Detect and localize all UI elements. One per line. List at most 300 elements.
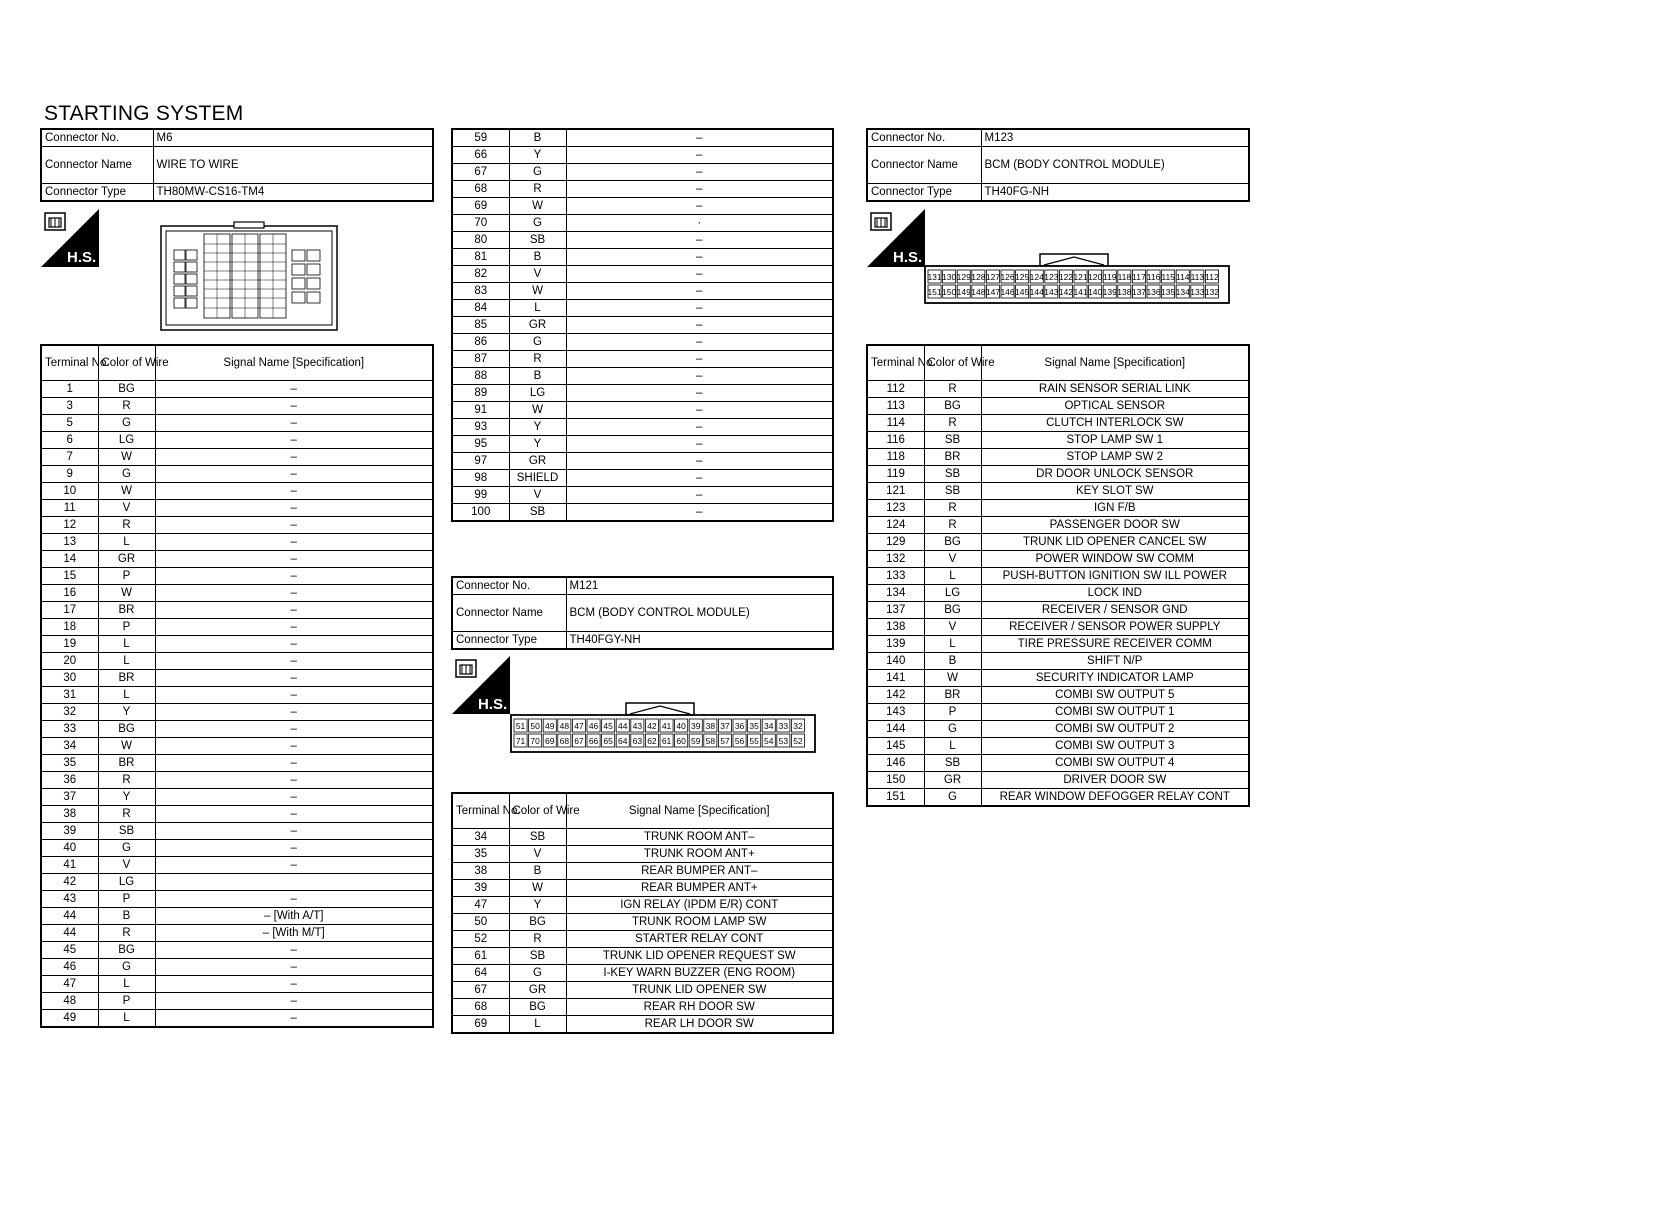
- terminal-no-header: Terminal No.: [41, 345, 98, 381]
- harness-side-icon: [41, 209, 99, 267]
- table-row: [452, 215, 833, 232]
- wire-color-cell: L: [98, 653, 155, 670]
- table-row: [452, 198, 833, 215]
- wire-color-cell: R: [509, 351, 566, 368]
- table-row: [867, 738, 1249, 755]
- terminal-no-cell: 113: [867, 398, 924, 415]
- signal-name-cell: –: [155, 500, 433, 517]
- table-row: [41, 823, 433, 840]
- terminal-no-cell: 64: [452, 965, 509, 982]
- signal-name-cell: DR DOOR UNLOCK SENSOR: [981, 466, 1249, 483]
- terminal-no-cell: 97: [452, 453, 509, 470]
- pin-number: 131: [927, 272, 942, 282]
- signal-name-cell: –: [155, 449, 433, 466]
- terminal-no-cell: 89: [452, 385, 509, 402]
- pin-number: 41: [661, 721, 672, 731]
- wire-color-cell: R: [509, 181, 566, 198]
- table-row: [867, 670, 1249, 687]
- signal-name-cell: –: [566, 368, 833, 385]
- pin-number: 51: [515, 721, 526, 731]
- table-row: [452, 965, 833, 982]
- table-row: [867, 585, 1249, 602]
- pin-number: 130: [942, 272, 957, 282]
- terminal-no-cell: 150: [867, 772, 924, 789]
- signal-name-cell: –: [566, 385, 833, 402]
- signal-name-cell: –: [155, 1010, 433, 1028]
- signal-name-cell: –: [155, 670, 433, 687]
- pin-number: 150: [942, 287, 957, 297]
- hs-badge-text: H.S.: [478, 696, 508, 713]
- pin-number: 147: [985, 287, 1001, 297]
- signal-name-cell: –: [155, 806, 433, 823]
- table-row: [41, 670, 433, 687]
- pin-number: 48: [559, 721, 570, 731]
- table-row: [452, 453, 833, 470]
- pin-number: 37: [720, 721, 730, 731]
- table-row: [41, 687, 433, 704]
- wire-color-cell: V: [924, 619, 981, 636]
- terminal-no-cell: 144: [867, 721, 924, 738]
- wire-color-cell: V: [509, 487, 566, 504]
- wire-color-cell: LG: [509, 385, 566, 402]
- signal-name-cell: – [With A/T]: [155, 908, 433, 925]
- connector-no-label: Connector No.: [41, 129, 153, 147]
- pin-number: 53: [778, 736, 789, 746]
- wire-color-cell: G: [509, 215, 566, 232]
- wire-color-cell: L: [924, 636, 981, 653]
- signal-name-cell: PASSENGER DOOR SW: [981, 517, 1249, 534]
- terminal-no-cell: 69: [452, 1016, 509, 1034]
- signal-name-cell: –: [155, 534, 433, 551]
- wire-color-cell: G: [98, 415, 155, 432]
- terminal-no-cell: 45: [41, 942, 98, 959]
- pin-number: 67: [574, 736, 584, 746]
- table-row: [41, 500, 433, 517]
- terminal-no-cell: 40: [41, 840, 98, 857]
- pin-number: 151: [927, 287, 942, 297]
- signal-name-cell: –: [155, 398, 433, 415]
- wire-color-cell: V: [924, 551, 981, 568]
- terminal-no-cell: 88: [452, 368, 509, 385]
- wire-color-cell: V: [509, 846, 566, 863]
- wire-color-cell: P: [98, 891, 155, 908]
- table-row: [452, 181, 833, 198]
- signal-name-cell: TRUNK LID OPENER SW: [566, 982, 833, 999]
- pin-number: 38: [705, 721, 716, 731]
- harness-side-icon: [452, 656, 510, 714]
- pin-number: 45: [603, 721, 613, 731]
- wire-color-cell: W: [98, 585, 155, 602]
- table-row: [41, 398, 433, 415]
- terminal-no-cell: 12: [41, 517, 98, 534]
- color-of-wire-header: Color of Wire: [509, 793, 566, 829]
- wire-color-cell: G: [509, 965, 566, 982]
- signal-name-cell: RAIN SENSOR SERIAL LINK: [981, 381, 1249, 398]
- table-row: [41, 942, 433, 959]
- wire-color-cell: R: [509, 931, 566, 948]
- terminal-no-cell: 70: [452, 215, 509, 232]
- terminal-no-cell: 83: [452, 283, 509, 300]
- pin-number: 124: [1029, 272, 1044, 282]
- table-row: [41, 517, 433, 534]
- wire-color-cell: Y: [509, 436, 566, 453]
- signal-name-cell: –: [566, 419, 833, 436]
- pin-number: 113: [1190, 272, 1205, 282]
- signal-name-cell: REAR LH DOOR SW: [566, 1016, 833, 1034]
- pin-number: 60: [676, 736, 686, 746]
- table-row: [41, 772, 433, 789]
- terminal-no-cell: 15: [41, 568, 98, 585]
- terminal-no-header: Terminal No.: [452, 793, 509, 829]
- terminal-no-cell: 5: [41, 415, 98, 432]
- signal-name-cell: –: [566, 164, 833, 181]
- wire-color-cell: Y: [98, 704, 155, 721]
- pin-number: 144: [1029, 287, 1044, 297]
- wire-color-cell: SB: [924, 755, 981, 772]
- wire-color-cell: BG: [98, 381, 155, 398]
- table-row: [41, 1010, 433, 1028]
- table-row: [452, 300, 833, 317]
- terminal-no-cell: 46: [41, 959, 98, 976]
- signal-name-cell: COMBI SW OUTPUT 2: [981, 721, 1249, 738]
- signal-name-cell: –: [155, 840, 433, 857]
- signal-name-cell: –: [566, 402, 833, 419]
- signal-name-cell: COMBI SW OUTPUT 1: [981, 704, 1249, 721]
- terminal-no-cell: 67: [452, 982, 509, 999]
- pin-number: 114: [1175, 272, 1190, 282]
- table-row: [867, 653, 1249, 670]
- pin-number: 143: [1044, 287, 1059, 297]
- signal-name-cell: –: [566, 249, 833, 266]
- pin-number: 145: [1015, 287, 1030, 297]
- pin-number: 118: [1117, 272, 1132, 282]
- terminal-no-cell: 69: [452, 198, 509, 215]
- wire-color-cell: Y: [509, 147, 566, 164]
- table-row: [452, 266, 833, 283]
- table-row: [867, 381, 1249, 398]
- terminal-no-cell: 85: [452, 317, 509, 334]
- table-row: [867, 483, 1249, 500]
- pin-number: 69: [545, 736, 555, 746]
- terminal-no-cell: 37: [41, 789, 98, 806]
- table-row: [41, 636, 433, 653]
- terminal-no-cell: 34: [452, 829, 509, 846]
- wire-color-cell: BG: [924, 534, 981, 551]
- signal-name-cell: RECEIVER / SENSOR GND: [981, 602, 1249, 619]
- wire-color-cell: L: [98, 1010, 155, 1028]
- connector-type-value: TH80MW-CS16-TM4: [153, 184, 433, 202]
- terminal-no-cell: 10: [41, 483, 98, 500]
- wire-color-cell: R: [98, 772, 155, 789]
- terminal-no-cell: 141: [867, 670, 924, 687]
- pin-number: 52: [793, 736, 803, 746]
- terminal-no-cell: 6: [41, 432, 98, 449]
- page-title: STARTING SYSTEM: [44, 102, 244, 125]
- connector-type-label: Connector Type: [867, 184, 981, 202]
- wire-color-cell: SB: [98, 823, 155, 840]
- table-row: [41, 449, 433, 466]
- table-row: [867, 704, 1249, 721]
- table-row: [867, 517, 1249, 534]
- table-row: [867, 415, 1249, 432]
- table-row: [867, 534, 1249, 551]
- terminal-no-cell: 95: [452, 436, 509, 453]
- table-row: [452, 897, 833, 914]
- pin-number: 34: [764, 721, 774, 731]
- table-row: [452, 982, 833, 999]
- pin-number: 54: [764, 736, 774, 746]
- wire-color-cell: SB: [509, 504, 566, 522]
- terminal-no-cell: 14: [41, 551, 98, 568]
- signal-name-cell: LOCK IND: [981, 585, 1249, 602]
- wire-color-cell: GR: [509, 453, 566, 470]
- signal-name-cell: –: [155, 653, 433, 670]
- wire-color-cell: R: [924, 381, 981, 398]
- table-row: [41, 840, 433, 857]
- wire-color-cell: L: [924, 568, 981, 585]
- signal-name-cell: –: [566, 470, 833, 487]
- table-row: [41, 806, 433, 823]
- signal-name-cell: –: [155, 432, 433, 449]
- table-row: [41, 619, 433, 636]
- terminal-no-cell: 47: [41, 976, 98, 993]
- m6-terminal-table-continued: [451, 128, 834, 522]
- pin-number: 65: [603, 736, 613, 746]
- signal-name-cell: –: [155, 857, 433, 874]
- signal-name-cell: –: [566, 351, 833, 368]
- pin-number: 139: [1102, 287, 1117, 297]
- wire-color-cell: LG: [98, 432, 155, 449]
- terminal-no-cell: 18: [41, 619, 98, 636]
- signal-name-cell: –: [566, 198, 833, 215]
- wire-color-cell: B: [509, 863, 566, 880]
- signal-name-cell: –: [566, 129, 833, 147]
- m123-connector-face: [924, 253, 1230, 305]
- table-row: [41, 755, 433, 772]
- terminal-no-cell: 17: [41, 602, 98, 619]
- signal-name-cell: –: [155, 585, 433, 602]
- signal-name-cell: REAR RH DOOR SW: [566, 999, 833, 1016]
- pin-number: 141: [1073, 287, 1088, 297]
- wire-color-cell: SB: [509, 829, 566, 846]
- table-row: [867, 636, 1249, 653]
- connector-no-label: Connector No.: [452, 577, 566, 595]
- table-row: [867, 687, 1249, 704]
- wire-color-cell: BG: [98, 721, 155, 738]
- table-row: [41, 432, 433, 449]
- wire-color-cell: G: [98, 959, 155, 976]
- pin-number: 64: [618, 736, 628, 746]
- signal-name-cell: –: [155, 687, 433, 704]
- terminal-no-cell: 84: [452, 300, 509, 317]
- terminal-no-cell: 112: [867, 381, 924, 398]
- wire-color-cell: L: [509, 1016, 566, 1034]
- terminal-no-cell: 32: [41, 704, 98, 721]
- signal-name-cell: I-KEY WARN BUZZER (ENG ROOM): [566, 965, 833, 982]
- terminal-no-cell: 99: [452, 487, 509, 504]
- table-row: [41, 381, 433, 398]
- wire-color-cell: G: [509, 164, 566, 181]
- terminal-no-cell: 138: [867, 619, 924, 636]
- terminal-no-header: Terminal No.: [867, 345, 924, 381]
- hs-badge-text: H.S.: [67, 249, 97, 266]
- terminal-no-cell: 11: [41, 500, 98, 517]
- connector-no-value: M6: [153, 129, 433, 147]
- pin-number: 49: [545, 721, 555, 731]
- terminal-no-cell: 114: [867, 415, 924, 432]
- m121-connector-face: [510, 702, 816, 754]
- pin-number: 56: [734, 736, 745, 746]
- signal-name-cell: OPTICAL SENSOR: [981, 398, 1249, 415]
- wire-color-cell: P: [98, 619, 155, 636]
- wire-color-cell: R: [98, 925, 155, 942]
- signal-name-cell: –: [155, 755, 433, 772]
- wire-color-cell: Y: [509, 419, 566, 436]
- terminal-no-cell: 119: [867, 466, 924, 483]
- wire-color-cell: Y: [98, 789, 155, 806]
- terminal-no-cell: 143: [867, 704, 924, 721]
- table-row: [452, 1016, 833, 1034]
- table-row: [452, 402, 833, 419]
- terminal-no-cell: 48: [41, 993, 98, 1010]
- signal-name-cell: –: [566, 504, 833, 522]
- pin-number: 120: [1088, 272, 1103, 282]
- connector-no-value: M123: [981, 129, 1249, 147]
- signal-name-cell: SECURITY INDICATOR LAMP: [981, 670, 1249, 687]
- table-row: [867, 449, 1249, 466]
- color-of-wire-header: Color of Wire: [98, 345, 155, 381]
- pin-number: 135: [1161, 287, 1176, 297]
- table-row: [41, 874, 433, 891]
- pin-number: 43: [632, 721, 643, 731]
- table-row: [452, 385, 833, 402]
- signal-name-cell: COMBI SW OUTPUT 3: [981, 738, 1249, 755]
- pin-number: 126: [1000, 272, 1015, 282]
- wire-color-cell: GR: [509, 982, 566, 999]
- signal-name-cell: –: [155, 483, 433, 500]
- terminal-no-cell: 139: [867, 636, 924, 653]
- table-row: [41, 908, 433, 925]
- table-row: [41, 466, 433, 483]
- table-row: [452, 436, 833, 453]
- terminal-no-cell: 41: [41, 857, 98, 874]
- wire-color-cell: R: [98, 398, 155, 415]
- pin-number: 138: [1117, 287, 1132, 297]
- connector-type-label: Connector Type: [41, 184, 153, 202]
- signal-name-cell: –: [155, 619, 433, 636]
- terminal-no-cell: 132: [867, 551, 924, 568]
- connector-type-value: TH40FGY-NH: [566, 632, 833, 650]
- m123-info-table: [866, 128, 1250, 202]
- terminal-no-cell: 38: [452, 863, 509, 880]
- wire-color-cell: V: [509, 266, 566, 283]
- signal-name-cell: REAR WINDOW DEFOGGER RELAY CONT: [981, 789, 1249, 807]
- wire-color-cell: BR: [924, 687, 981, 704]
- terminal-no-cell: 43: [41, 891, 98, 908]
- signal-name-header: Signal Name [Specification]: [566, 793, 833, 829]
- color-of-wire-header: Color of Wire: [924, 345, 981, 381]
- signal-name-cell: –: [566, 334, 833, 351]
- terminal-no-cell: 3: [41, 398, 98, 415]
- pin-number: 133: [1190, 287, 1205, 297]
- wire-color-cell: V: [98, 857, 155, 874]
- signal-name-cell: –: [155, 823, 433, 840]
- signal-name-cell: –: [566, 147, 833, 164]
- m123-terminal-table: [866, 344, 1250, 807]
- wire-color-cell: G: [924, 721, 981, 738]
- pin-number: 123: [1044, 272, 1059, 282]
- wire-color-cell: BG: [509, 914, 566, 931]
- table-row: [41, 891, 433, 908]
- wire-color-cell: R: [924, 415, 981, 432]
- wire-color-cell: L: [509, 300, 566, 317]
- table-row: [41, 993, 433, 1010]
- signal-name-cell: COMBI SW OUTPUT 4: [981, 755, 1249, 772]
- signal-name-cell: –: [155, 381, 433, 398]
- table-row: [452, 829, 833, 846]
- m6-terminal-table: [40, 344, 434, 1028]
- terminal-no-cell: 145: [867, 738, 924, 755]
- pin-number: 55: [749, 736, 759, 746]
- signal-name-cell: STOP LAMP SW 1: [981, 432, 1249, 449]
- pin-number: 115: [1161, 272, 1175, 282]
- table-row: [867, 772, 1249, 789]
- terminal-no-cell: 93: [452, 419, 509, 436]
- wire-color-cell: R: [98, 517, 155, 534]
- pin-number: 129: [956, 272, 971, 282]
- wire-color-cell: BR: [98, 602, 155, 619]
- signal-name-cell: –: [155, 415, 433, 432]
- signal-name-cell: SHIFT N/P: [981, 653, 1249, 670]
- terminal-no-cell: 59: [452, 129, 509, 147]
- table-row: [452, 249, 833, 266]
- terminal-no-cell: 19: [41, 636, 98, 653]
- terminal-no-cell: 39: [41, 823, 98, 840]
- connector-name-value: BCM (BODY CONTROL MODULE): [566, 595, 833, 632]
- wire-color-cell: SB: [509, 948, 566, 965]
- connector-name-label: Connector Name: [452, 595, 566, 632]
- m121-info-table: [451, 576, 834, 650]
- wire-color-cell: R: [98, 806, 155, 823]
- connector-name-value: BCM (BODY CONTROL MODULE): [981, 147, 1249, 184]
- terminal-no-cell: 140: [867, 653, 924, 670]
- signal-name-cell: STARTER RELAY CONT: [566, 931, 833, 948]
- wire-color-cell: W: [98, 483, 155, 500]
- m121-terminal-table: [451, 792, 834, 1034]
- table-row: [41, 789, 433, 806]
- pin-number: 142: [1058, 287, 1074, 297]
- table-row: [452, 419, 833, 436]
- table-row: [41, 602, 433, 619]
- terminal-no-cell: 142: [867, 687, 924, 704]
- wire-color-cell: L: [98, 636, 155, 653]
- wire-color-cell: BG: [509, 999, 566, 1016]
- table-row: [41, 738, 433, 755]
- terminal-no-cell: 13: [41, 534, 98, 551]
- pin-number: 140: [1088, 287, 1103, 297]
- table-row: [452, 164, 833, 181]
- pin-number: 50: [530, 721, 540, 731]
- wire-color-cell: BG: [98, 942, 155, 959]
- wire-color-cell: SB: [924, 466, 981, 483]
- table-row: [41, 585, 433, 602]
- wire-color-cell: LG: [924, 585, 981, 602]
- pin-number: 32: [793, 721, 803, 731]
- terminal-no-cell: 116: [867, 432, 924, 449]
- signal-name-cell: –: [155, 993, 433, 1010]
- signal-name-cell: –: [566, 266, 833, 283]
- wire-color-cell: P: [98, 993, 155, 1010]
